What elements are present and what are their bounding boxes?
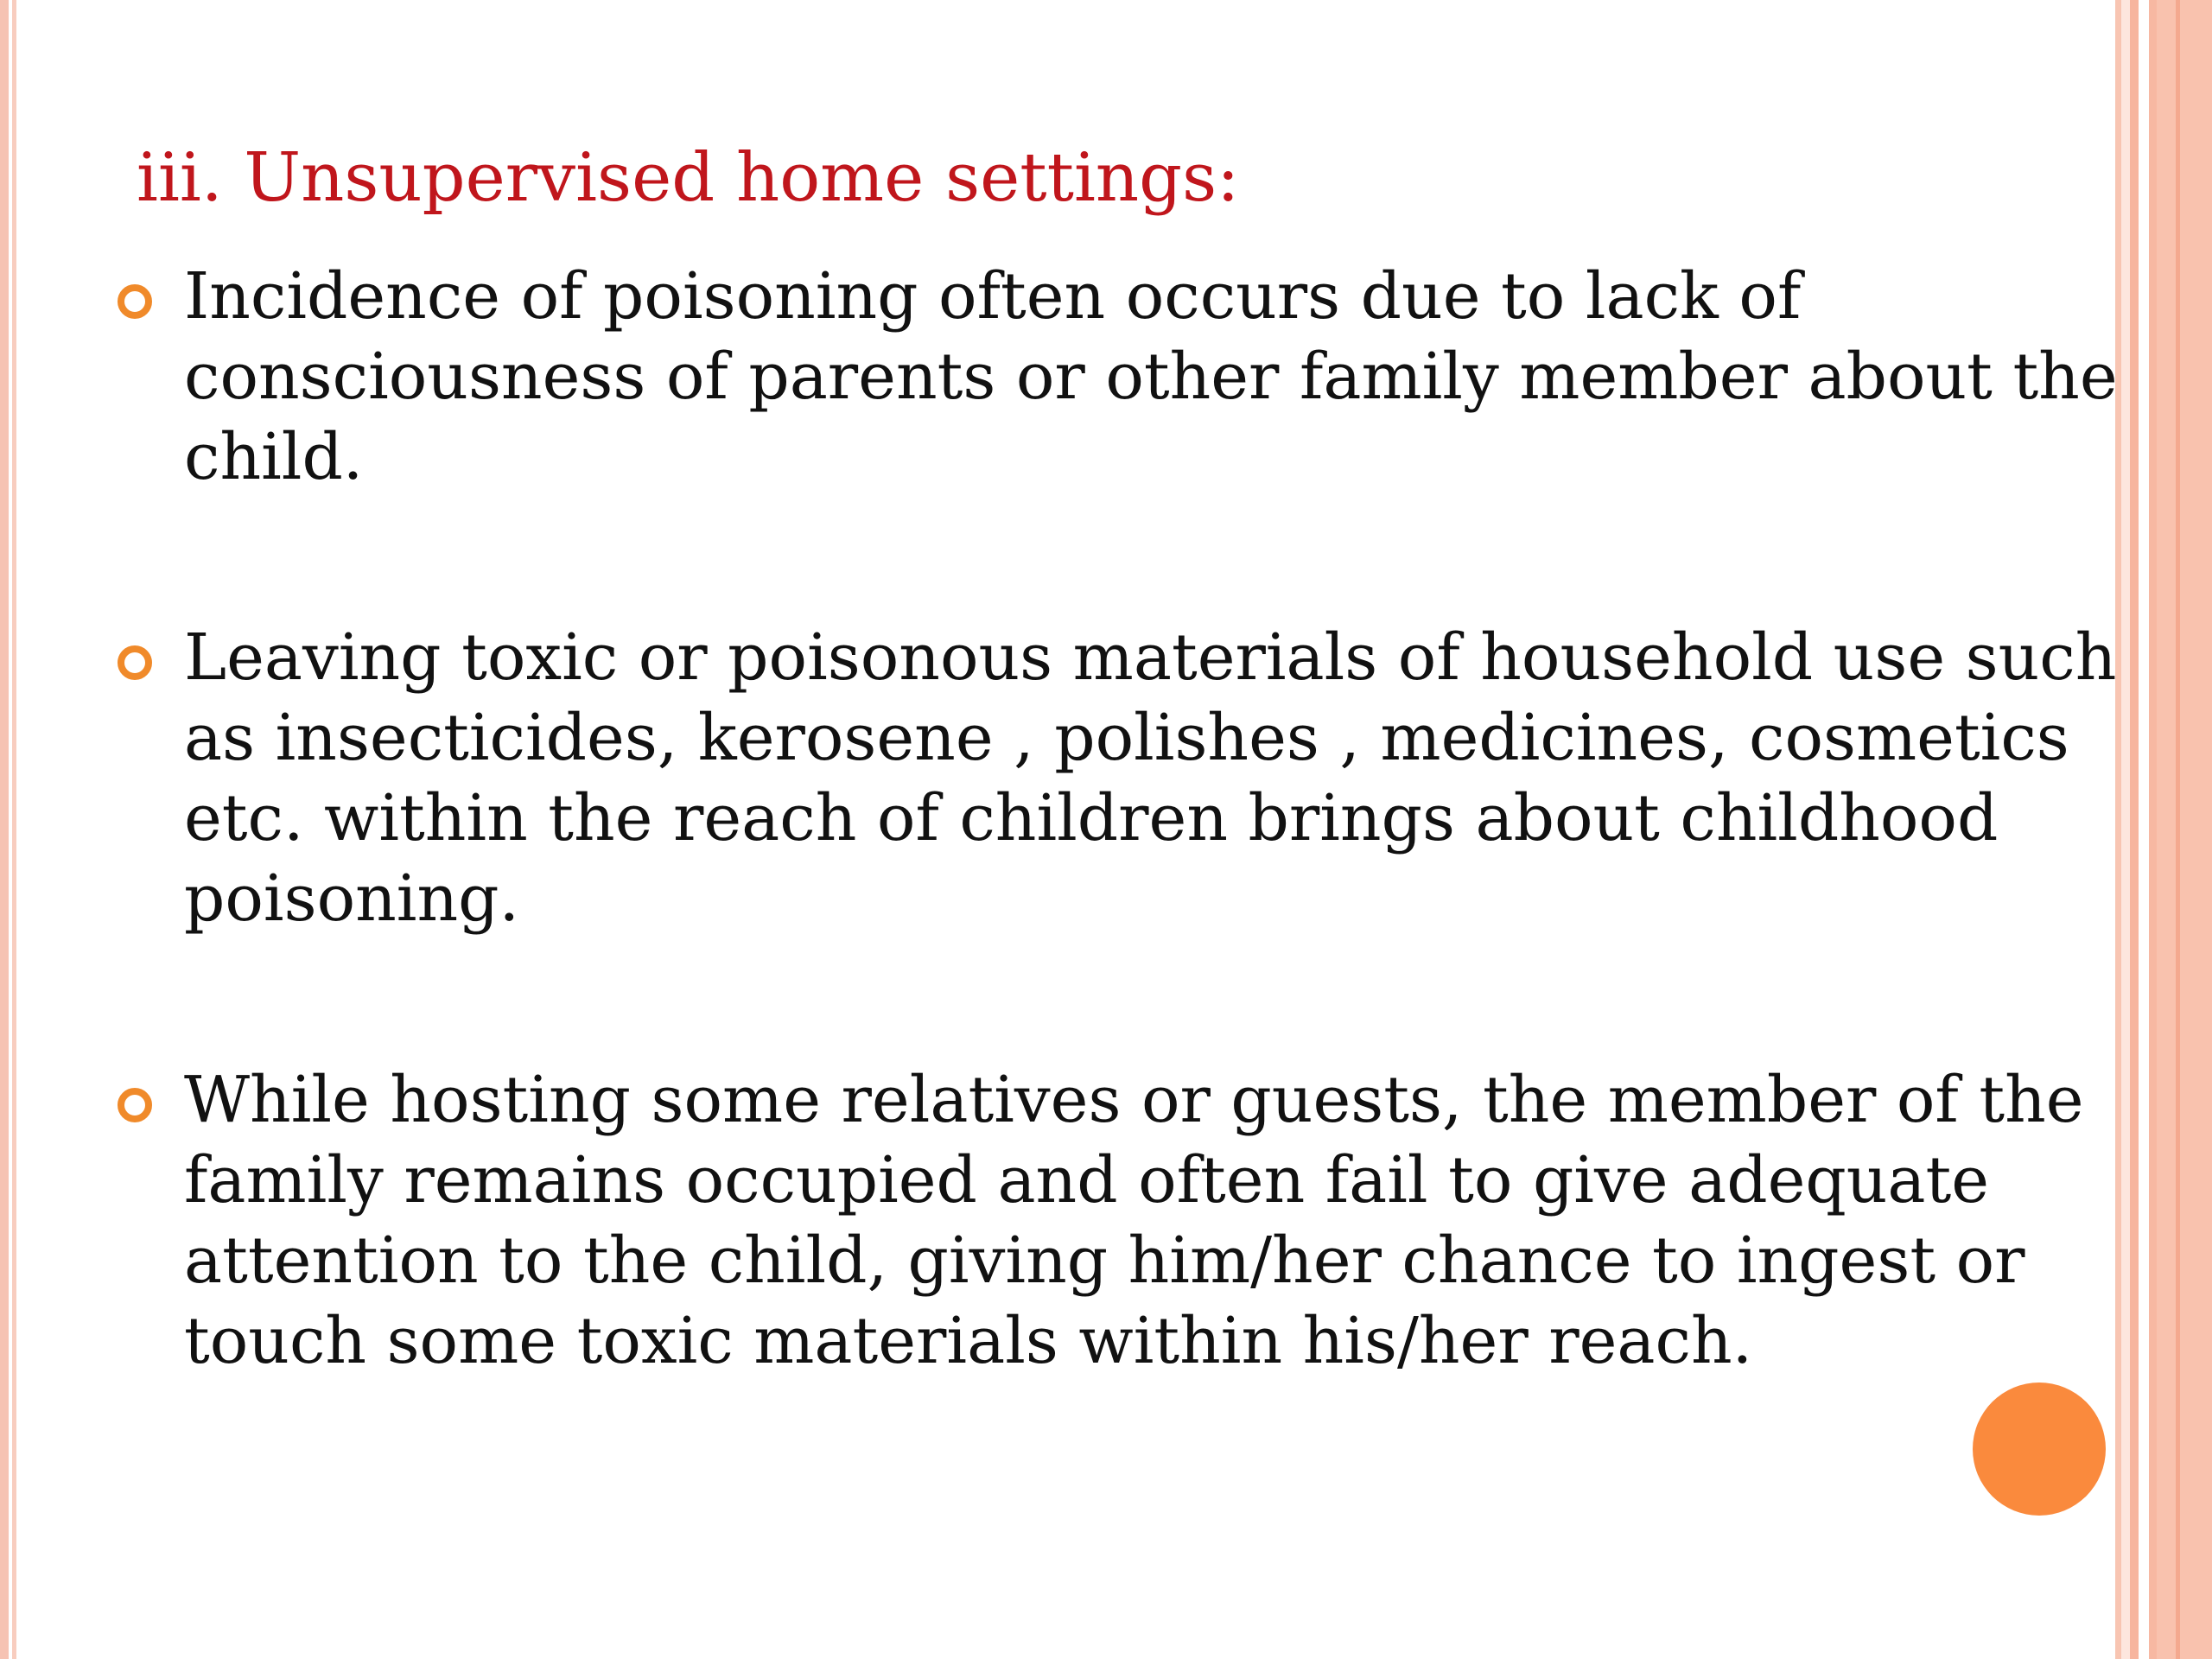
right-border-band [2157, 0, 2212, 1659]
right-border-stripe-5 [2176, 0, 2180, 1659]
bullet-text-1: Incidence of poisoning often occurs due to lack of consciousness of parents or other family member about the child. [184, 259, 2118, 494]
hollow-circle-bullet-icon [118, 645, 152, 680]
hollow-circle-bullet-icon [118, 1088, 152, 1122]
left-border-stripe [0, 0, 9, 1659]
left-border-stripe-inner [12, 0, 16, 1659]
slide-title: iii. Unsupervised home settings: [137, 139, 1240, 217]
orange-circle-decoration [1973, 1382, 2106, 1516]
hollow-circle-bullet-icon [118, 284, 152, 319]
bullet-text-2: Leaving toxic or poisonous materials of household use such as insecticides, kerosene , polishes , medicines, cosmetics etc. within the reach of children brings about childhood poisoning. [184, 620, 2117, 936]
bullet-text-3: While hosting some relatives or guests, the member of the family remains occupied and often fail to give adequate attention to the child, giving him/her chance to ingest or touch some toxic materials within his/her reach. [184, 1063, 2084, 1378]
